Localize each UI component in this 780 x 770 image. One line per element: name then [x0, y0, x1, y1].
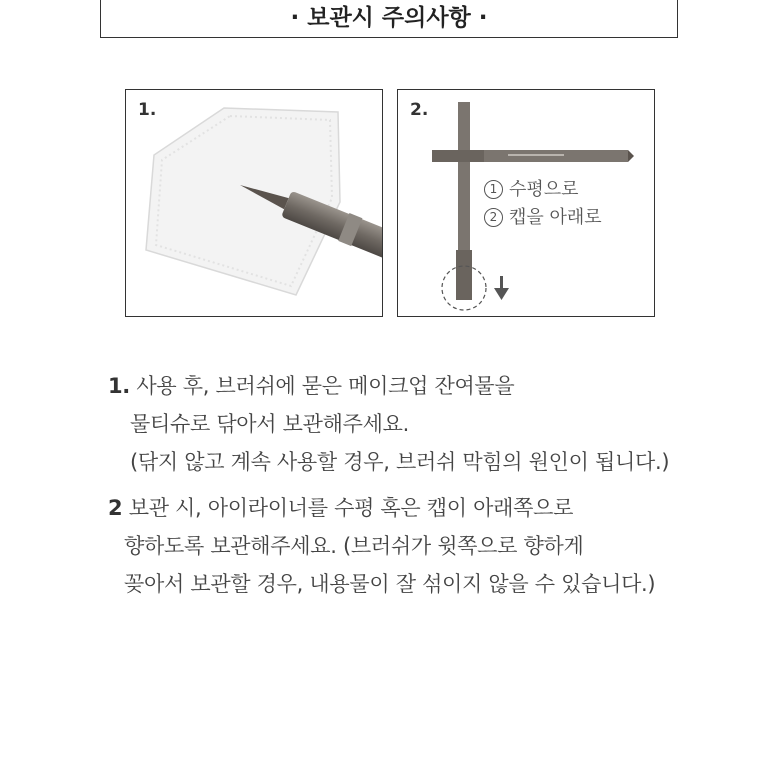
- vertical-pen-image: [456, 102, 472, 300]
- section-title-box: [100, 0, 678, 38]
- wipe-illustration: [126, 90, 383, 317]
- note-text: 사용 후, 브러쉬에 묻은 메이크업 잔여물을: [136, 374, 515, 398]
- circled-number: 1: [484, 180, 503, 199]
- step-2: [484, 204, 602, 232]
- horizontal-pen-image: [432, 150, 634, 162]
- note-1-line-1: [108, 370, 514, 400]
- note-number: 1.: [108, 374, 130, 398]
- note-1-line-3: (닦지 않고 계속 사용할 경우, 브러쉬 막힘의 원인이 됩니다.): [130, 450, 670, 474]
- note-2-line-1: [108, 492, 573, 522]
- section-title: · 보관시 주의사항 ·: [290, 4, 488, 31]
- step-text: 캡을 아래로: [509, 207, 602, 228]
- note-text: 보관 시, 아이라이너를 수평 혹은 캡이 아래쪽으로: [128, 496, 574, 520]
- note-2-line-3: 꽂아서 보관할 경우, 내용물이 잘 섞이지 않을 수 있습니다.): [124, 572, 656, 596]
- illustration-panel-storage: [397, 89, 655, 317]
- panel-number: 2.: [410, 100, 429, 120]
- step-1: [484, 176, 602, 204]
- illustration-panel-wipe: [125, 89, 383, 317]
- circled-number: 2: [484, 208, 503, 227]
- panel-number: 1.: [138, 100, 157, 120]
- note-2-line-2: 향하도록 보관해주세요. (브러쉬가 윗쪽으로 향하게: [124, 534, 584, 558]
- down-arrow-icon: [494, 276, 509, 300]
- step-text: 수평으로: [509, 179, 579, 200]
- storage-steps: [484, 176, 602, 232]
- note-number: 2: [108, 496, 123, 520]
- note-1-line-2: 물티슈로 닦아서 보관해주세요.: [130, 412, 409, 436]
